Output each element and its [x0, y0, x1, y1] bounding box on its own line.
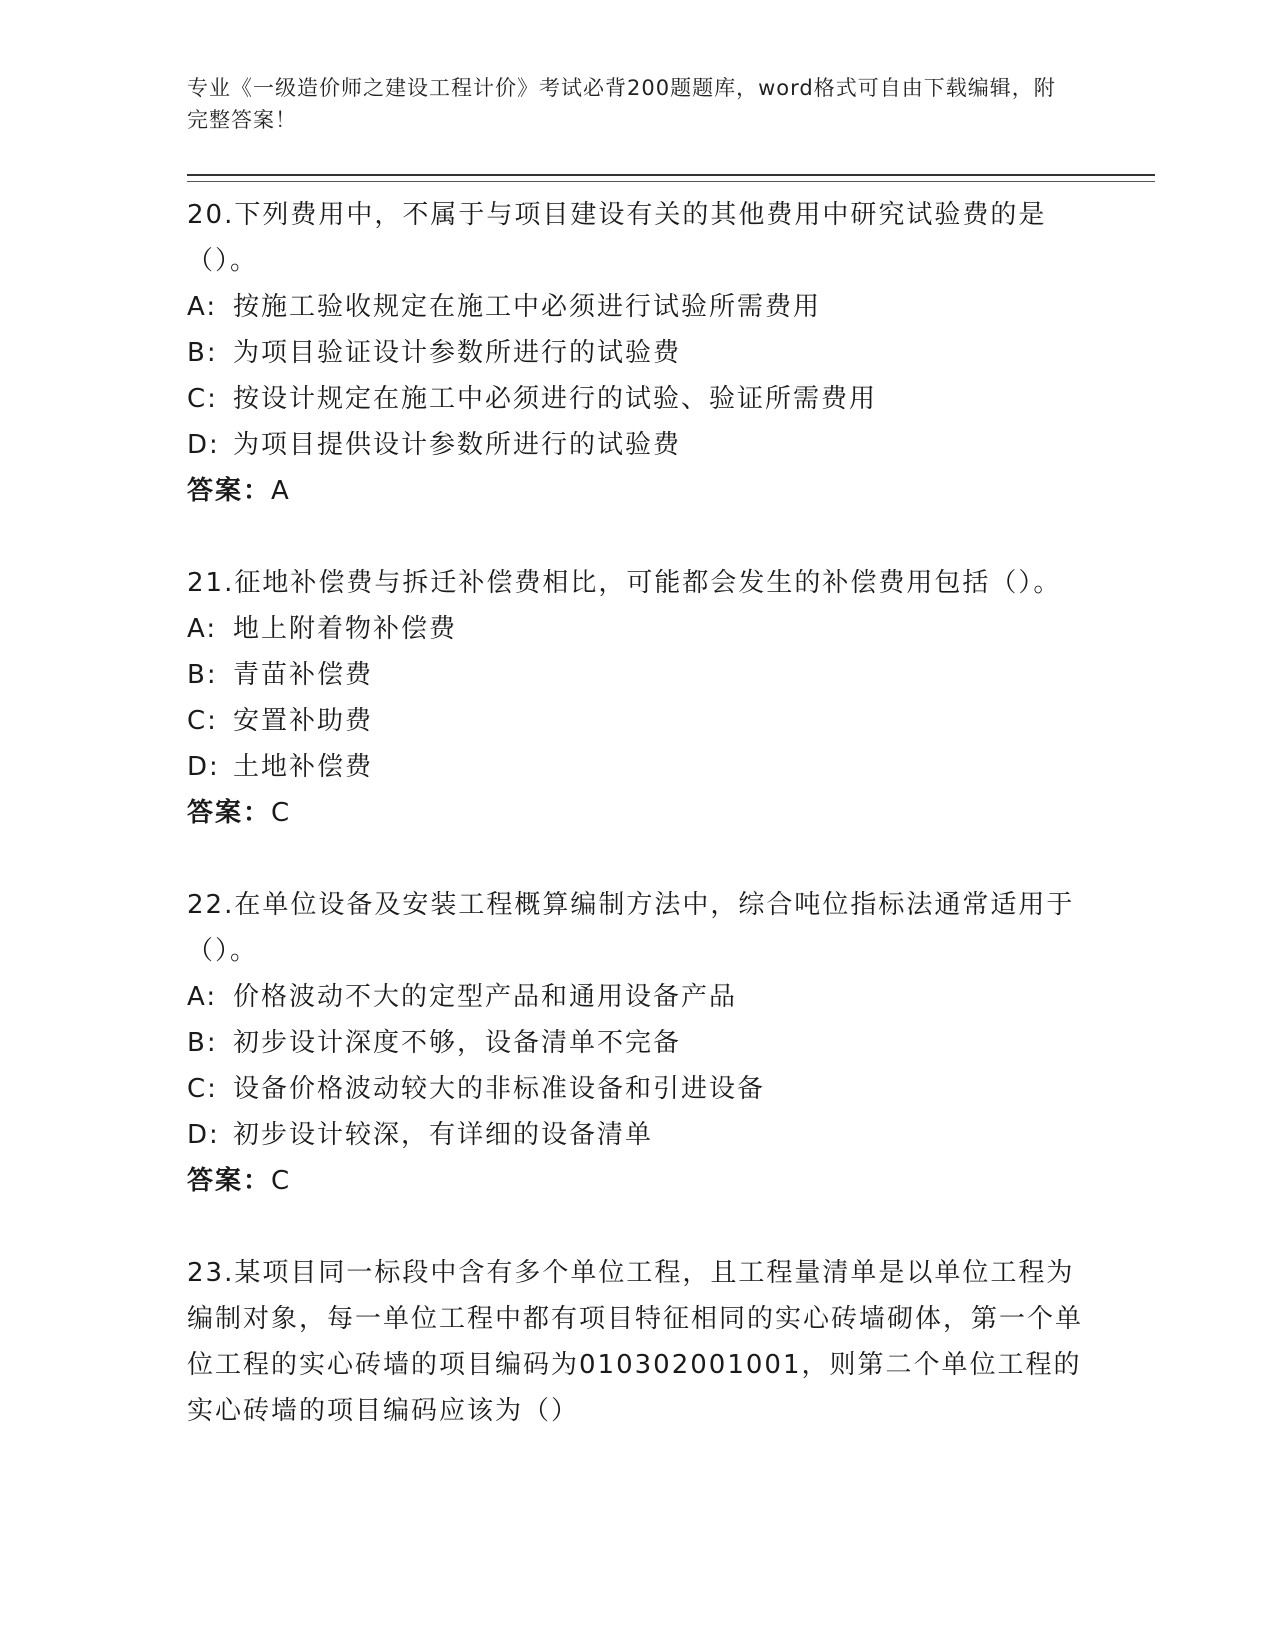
option-text: 设备价格波动较大的非标准设备和引进设备 [233, 1074, 766, 1104]
question-23 [187, 1250, 1087, 1434]
option-text: 初步设计较深，有详细的设备清单 [233, 1120, 654, 1150]
option-text: 为项目验证设计参数所进行的试验费 [233, 338, 682, 368]
option-a [187, 606, 1087, 652]
option-a [187, 284, 1087, 330]
option-letter: A: [187, 982, 218, 1012]
option-text: 青苗补偿费 [233, 660, 374, 690]
answer-label: 答案： [187, 1166, 272, 1196]
option-text: 按设计规定在施工中必须进行的试验、验证所需费用 [233, 384, 878, 414]
option-letter: C: [187, 706, 218, 736]
question-22 [187, 882, 1087, 1204]
answer-line [187, 468, 1087, 514]
option-letter: A: [187, 292, 218, 322]
answer-value: C [271, 798, 292, 828]
option-letter: D: [187, 752, 220, 782]
option-text: 初步设计深度不够，设备清单不完备 [233, 1028, 682, 1058]
option-c [187, 376, 1087, 422]
option-letter: B: [187, 1028, 218, 1058]
question-20 [187, 192, 1087, 514]
answer-line [187, 1158, 1087, 1204]
option-text: 按施工验收规定在施工中必须进行试验所需费用 [233, 292, 822, 322]
option-letter: A: [187, 614, 218, 644]
page-header: 专业《一级造价师之建设工程计价》考试必背200题题库，word格式可自由下载编辑，附完整答案！ [187, 76, 1056, 132]
option-letter: B: [187, 660, 218, 690]
option-letter: C: [187, 384, 218, 414]
question-spacer [187, 836, 1087, 882]
question-stem: 23.某项目同一标段中含有多个单位工程，且工程量清单是以单位工程为编制对象，每一单位工程中都有项目特征相同的实心砖墙砌体，第一个单位工程的实心砖墙的项目编码为010302001001，则第二个单位工程的实心砖墙的项目编码应该为（） [187, 1258, 1084, 1426]
option-text: 为项目提供设计参数所进行的试验费 [233, 430, 682, 460]
question-stem: 20.下列费用中，不属于与项目建设有关的其他费用中研究试验费的是（）。 [187, 200, 1047, 276]
option-text: 安置补助费 [233, 706, 374, 736]
question-stem: 21.征地补偿费与拆迁补偿费相比，可能都会发生的补偿费用包括（）。 [187, 568, 1062, 598]
option-c [187, 698, 1087, 744]
question-spacer [187, 1204, 1087, 1250]
answer-value: A [271, 476, 291, 506]
answer-label: 答案： [187, 476, 272, 506]
option-b [187, 1020, 1087, 1066]
option-letter: C: [187, 1074, 218, 1104]
option-text: 土地补偿费 [233, 752, 374, 782]
option-c [187, 1066, 1087, 1112]
header-divider-thick [187, 174, 1155, 176]
option-text: 地上附着物补偿费 [233, 614, 458, 644]
option-d [187, 1112, 1087, 1158]
option-d [187, 744, 1087, 790]
question-list [187, 192, 1087, 1434]
option-text: 价格波动不大的定型产品和通用设备产品 [233, 982, 738, 1012]
option-letter: D: [187, 430, 220, 460]
question-stem: 22.在单位设备及安装工程概算编制方法中，综合吨位指标法通常适用于（）。 [187, 890, 1075, 966]
answer-value: C [271, 1166, 292, 1196]
option-letter: B: [187, 338, 218, 368]
answer-line [187, 790, 1087, 836]
question-21 [187, 560, 1087, 836]
answer-label: 答案： [187, 798, 272, 828]
question-spacer [187, 514, 1087, 560]
option-d [187, 422, 1087, 468]
option-b [187, 330, 1087, 376]
header-divider-thin [187, 181, 1155, 182]
option-letter: D: [187, 1120, 220, 1150]
option-a [187, 974, 1087, 1020]
option-b [187, 652, 1087, 698]
